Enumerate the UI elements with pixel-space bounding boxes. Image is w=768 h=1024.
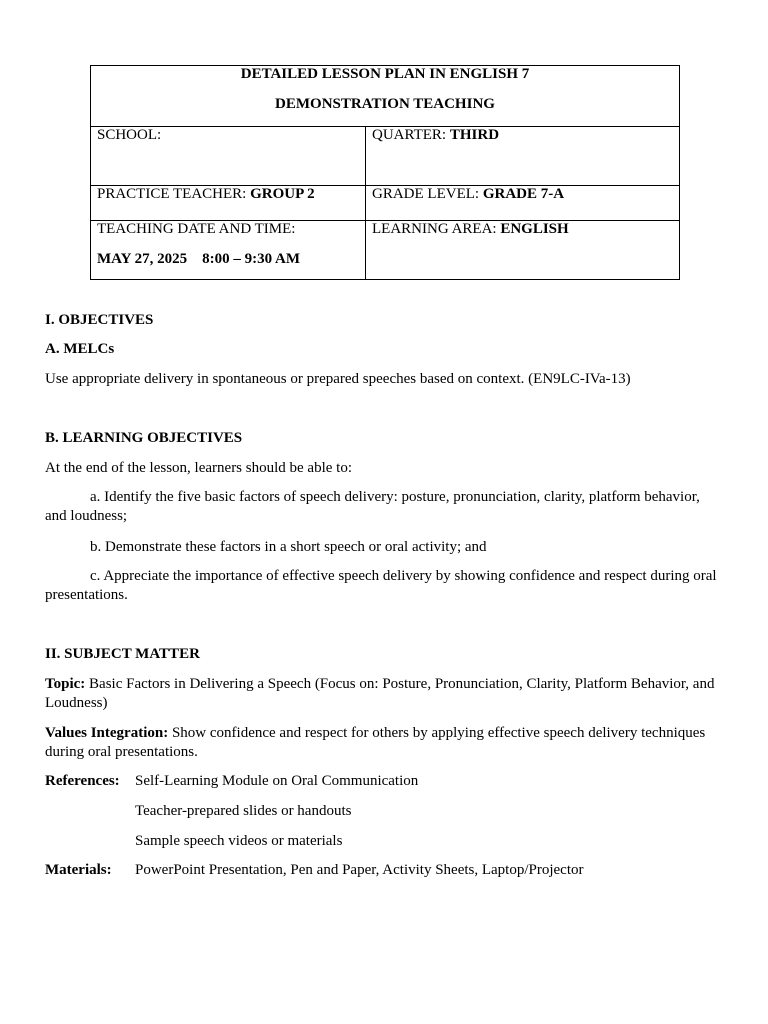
area-value: ENGLISH: [500, 221, 569, 237]
objective-item-c: c. Appreciate the importance of effective speech delivery by showing confidence and respect during oral presentations.: [45, 568, 717, 603]
date-value: MAY 27, 2025: [97, 251, 188, 267]
title-cell: [91, 66, 680, 127]
school-label: SCHOOL:: [97, 127, 162, 143]
area-cell: [366, 221, 680, 280]
objectives-heading: I. OBJECTIVES: [45, 312, 154, 328]
quarter-cell: [366, 127, 680, 186]
document-title: DETAILED LESSON PLAN IN ENGLISH 7: [240, 66, 530, 82]
topic-label: Topic:: [45, 676, 86, 692]
school-cell: [91, 127, 366, 186]
area-label: LEARNING AREA:: [372, 221, 497, 237]
topic-text: Basic Factors in Delivering a Speech (Focus on: Posture, Pronunciation, Clarity, Platform Behavior, and Loudness): [45, 676, 715, 711]
materials-text: PowerPoint Presentation, Pen and Paper, Activity Sheets, Laptop/Projector: [135, 862, 584, 878]
grade-value: GRADE 7-A: [482, 186, 565, 202]
values-label: Values Integration:: [45, 725, 169, 741]
objective-item-a: a. Identify the five basic factors of speech delivery: posture, pronunciation, clarity, platform behavior, and loudness;: [45, 489, 700, 524]
reference-item: Teacher-prepared slides or handouts: [135, 803, 352, 819]
quarter-label: QUARTER:: [372, 127, 447, 143]
date-label: TEACHING DATE AND TIME:: [97, 221, 296, 237]
date-cell: [91, 221, 366, 280]
melcs-text: Use appropriate delivery in spontaneous or prepared speeches based on context. (EN9LC-IVa-13): [45, 371, 631, 387]
quarter-value: THIRD: [449, 127, 500, 143]
materials-label: Materials:: [45, 862, 112, 878]
teacher-value: GROUP 2: [250, 186, 315, 202]
teacher-cell: [91, 186, 366, 221]
teacher-label: PRACTICE TEACHER:: [97, 186, 247, 202]
reference-item: Sample speech videos or materials: [135, 833, 343, 849]
topic-paragraph: [45, 675, 725, 713]
reference-item: Self-Learning Module on Oral Communication: [135, 773, 419, 789]
references-label: References:: [45, 773, 120, 789]
learning-objectives-heading: B. LEARNING OBJECTIVES: [45, 430, 243, 446]
grade-label: GRADE LEVEL:: [372, 186, 480, 202]
document-subtitle: DEMONSTRATION TEACHING: [275, 96, 495, 112]
subject-matter-heading: II. SUBJECT MATTER: [45, 646, 200, 662]
time-value: 8:00 – 9:30 AM: [202, 251, 301, 267]
values-text: Show confidence and respect for others by applying effective speech delivery techniques during oral presentations.: [45, 725, 706, 760]
melcs-heading: A. MELCs: [45, 341, 115, 357]
header-table: [90, 65, 680, 280]
objective-item-b: b. Demonstrate these factors in a short speech or oral activity; and: [90, 539, 487, 555]
values-paragraph: [45, 724, 725, 762]
grade-cell: [366, 186, 680, 221]
objectives-intro: At the end of the lesson, learners should be able to:: [45, 460, 353, 476]
